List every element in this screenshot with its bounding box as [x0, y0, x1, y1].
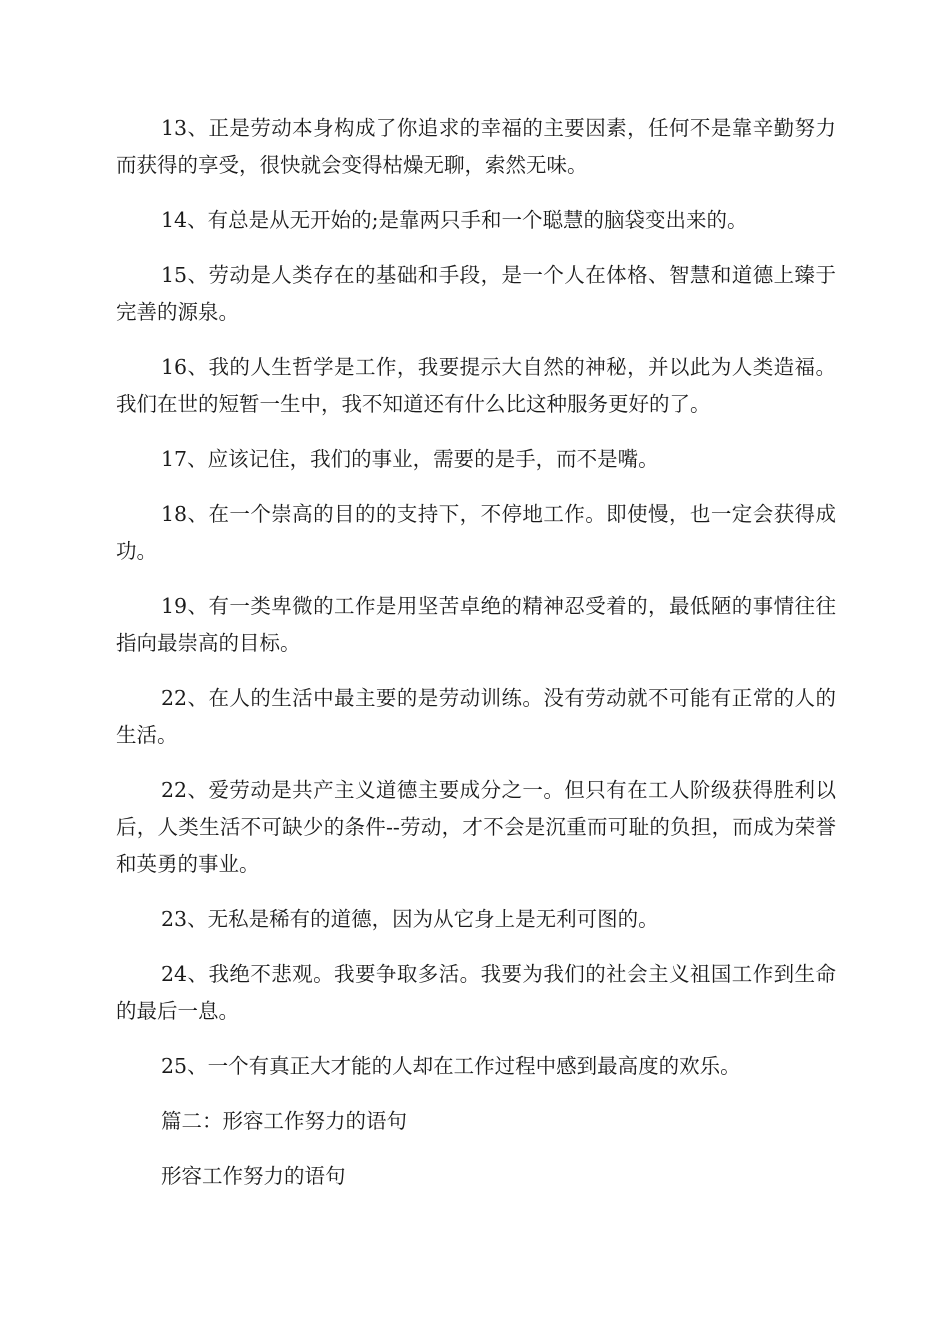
quote-paragraph-22a: 22、在人的生活中最主要的是劳动训练。没有劳动就不可能有正常的人的生活。 — [116, 686, 836, 747]
quote-paragraph-17: 17、应该记住，我们的事业，需要的是手，而不是嘴。 — [161, 447, 659, 471]
document-body — [116, 110, 836, 1213]
section-heading: 篇二：形容工作努力的语句 — [161, 1109, 407, 1133]
quote-paragraph-23: 23、无私是稀有的道德，因为从它身上是无利可图的。 — [161, 907, 659, 931]
quote-paragraph-13: 13、正是劳动本身构成了你追求的幸福的主要因素，任何不是靠辛勤努力而获得的享受，很快就会变得枯燥无聊，索然无味。 — [116, 116, 836, 177]
quote-paragraph-16: 16、我的人生哲学是工作，我要提示大自然的神秘，并以此为人类造福。我们在世的短暂一生中，我不知道还有什么比这种服务更好的了。 — [116, 355, 836, 416]
quote-paragraph-22b: 22、爱劳动是共产主义道德主要成分之一。但只有在工人阶级获得胜利以后，人类生活不可缺少的条件--劳动，才不会是沉重而可耻的负担，而成为荣誉和英勇的事业。 — [116, 778, 836, 876]
quote-paragraph-25: 25、一个有真正大才能的人却在工作过程中感到最高度的欢乐。 — [161, 1054, 741, 1078]
section-title: 形容工作努力的语句 — [161, 1164, 346, 1188]
quote-paragraph-19: 19、有一类卑微的工作是用坚苦卓绝的精神忍受着的，最低陋的事情往往指向最崇高的目标。 — [116, 594, 836, 655]
quote-paragraph-24: 24、我绝不悲观。我要争取多活。我要为我们的社会主义祖国工作到生命的最后一息。 — [116, 962, 836, 1023]
quote-paragraph-14: 14、有总是从无开始的;是靠两只手和一个聪慧的脑袋变出来的。 — [161, 208, 748, 232]
quote-paragraph-18: 18、在一个崇高的目的的支持下，不停地工作。即使慢，也一定会获得成功。 — [116, 502, 836, 563]
quote-paragraph-15: 15、劳动是人类存在的基础和手段，是一个人在体格、智慧和道德上臻于完善的源泉。 — [116, 263, 836, 324]
